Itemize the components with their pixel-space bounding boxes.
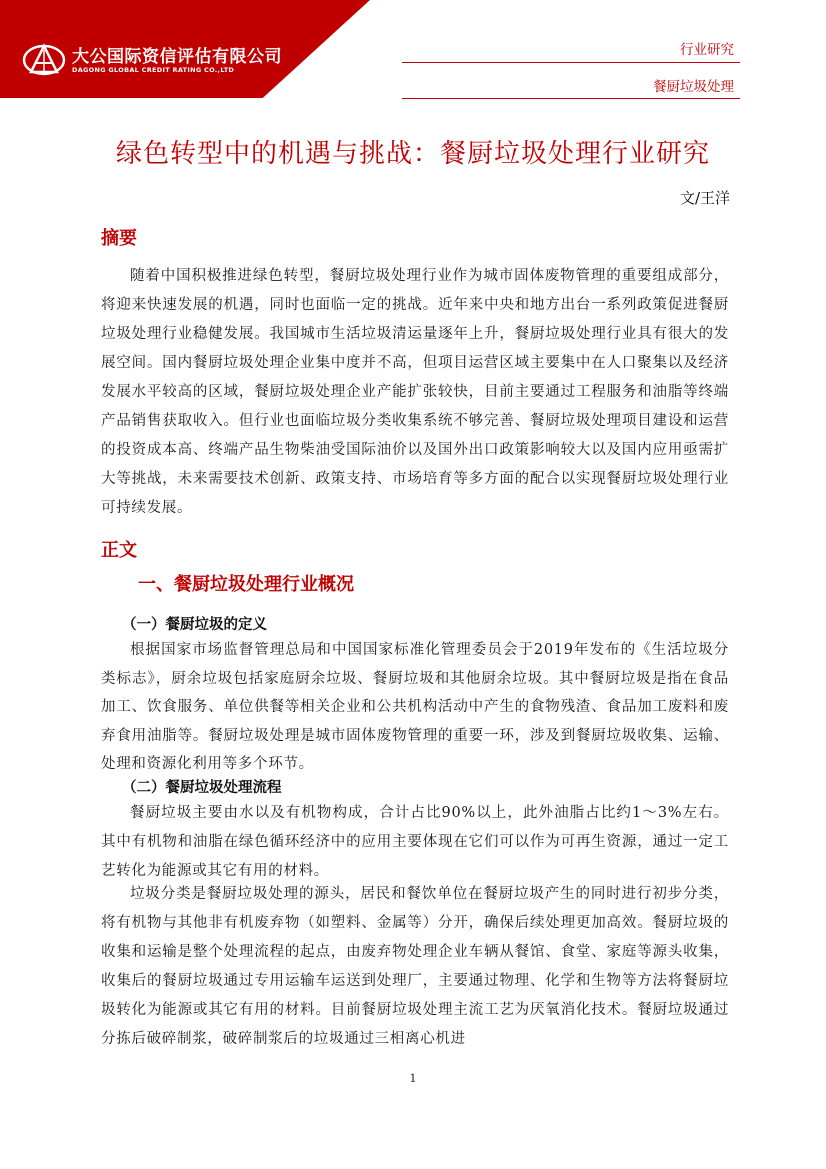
header-topic-label: 餐厨垃圾处理 — [653, 79, 734, 95]
brand-name-cn: 大公国际资信评估有限公司 — [72, 47, 282, 67]
subsection-title: （一）餐厨垃圾的定义 — [122, 617, 267, 633]
abstract-paragraph: 随着中国积极推进绿色转型，餐厨垃圾处理行业作为城市固体废物管理的重要组成部分，将迎来快速发展的机遇，同时也面临一定的挑战。近年来中央和地方出台一系列政策促进餐厨垃圾处理行业稳健发展。我国城市生活垃圾清运量逐年上升，餐厨垃圾处理行业具有很大的发展空间。国内餐厨垃圾处理企业集中度并不高，但项目运营区域主要集中在人口聚集以及经济发展水平较高的区域，餐厨垃圾处理企业产能扩张较快，目前主要通过工程服务和油脂等终端产品销售获取收入。但行业也面临垃圾分类收集系统不够完善、餐厨垃圾处理项目建设和运营的投资成本高、终端产品生物柴油受国际油价以及国外出口政策影响较大以及国内应用亟需扩大等挑战，未来需要技术创新、政策支持、市场培育等多方面的配合以实现餐厨垃圾处理行业可持续发展。 — [101, 268, 729, 516]
header-category-label: 行业研究 — [680, 42, 734, 58]
definition-paragraph: 根据国家市场监督管理总局和中国国家标准化管理委员会于2019年发布的《生活垃圾分类标志》，厨余垃圾包括家庭厨余垃圾、餐厨垃圾和其他厨余垃圾。其中餐厨垃圾是指在食品加工、饮食服务、单位供餐等相关企业和公共机构活动中产生的食物残渣、食品加工废料和废弃食用油脂等。餐厨垃圾处理是城市固体废物管理的重要一环，涉及到餐厨垃圾收集、运输、处理和资源化利用等多个环节。 — [101, 642, 729, 772]
dagong-logo-icon — [22, 42, 66, 78]
author-line: 文/王洋 — [679, 189, 730, 207]
document-title: 绿色转型中的机遇与挑战：餐厨垃圾处理行业研究 — [115, 139, 710, 169]
header-divider-bottom — [402, 98, 740, 99]
composition-paragraph: 餐厨垃圾主要由水以及有机物构成，合计占比90%以上，此外油脂占比约1～3%左右。其中有机物和油脂在绿色循环经济中的应用主要体现在它们可以作为可再生资源，通过一定工艺转化为能源或其它有用的材料。 — [101, 805, 729, 879]
brand-name-en: DAGONG GLOBAL CREDIT RATING CO.,LTD — [72, 66, 235, 74]
section-title: 一、餐厨垃圾处理行业概况 — [138, 574, 354, 595]
abstract-heading: 摘要 — [101, 228, 137, 249]
header-divider-top — [402, 62, 740, 63]
process-paragraph: 垃圾分类是餐厨垃圾处理的源头，居民和餐饮单位在餐厨垃圾产生的同时进行初步分类，将有机物与其他非有机废弃物（如塑料、金属等）分开，确保后续处理更加高效。餐厨垃圾的收集和运输是整个处理流程的起点，由废弃物处理企业车辆从餐馆、食堂、家庭等源头收集，收集后的餐厨垃圾通过专用运输车运送到处理厂，主要通过物理、化学和生物等方法将餐厨垃圾转化为能源或其它有用的材料。目前餐厨垃圾处理主流工艺为厌氧消化技术。餐厨垃圾通过分拣后破碎制浆，破碎制浆后的垃圾通过三相离心机进 — [101, 886, 729, 1047]
subsection-title: （二）餐厨垃圾处理流程 — [122, 780, 282, 796]
page-number: 1 — [409, 1072, 417, 1085]
body-heading: 正文 — [101, 540, 137, 561]
